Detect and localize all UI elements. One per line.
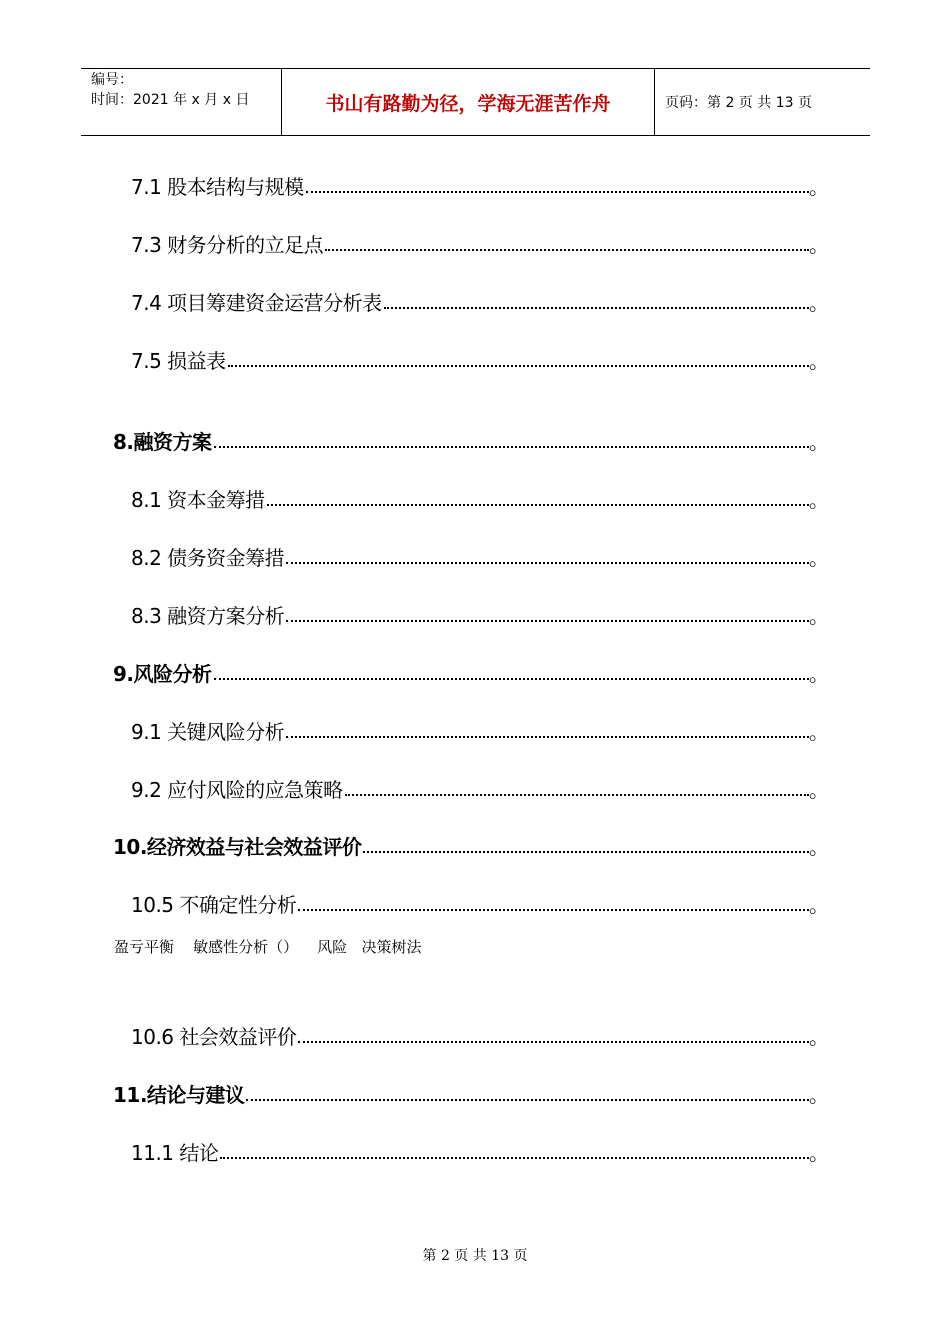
toc-leader-dots	[212, 661, 809, 687]
toc-leader-dots	[244, 1082, 809, 1108]
toc-entry-end: 。	[809, 291, 829, 315]
document-time-label: 时间：2021 年 x 月 x 日	[91, 92, 250, 108]
toc-leader-dots	[343, 777, 809, 803]
toc-entry-end: 。	[809, 430, 829, 454]
toc-entry-label: 8.3 融资方案分析	[131, 604, 285, 628]
toc-leader-dots	[361, 834, 809, 860]
toc-entry[interactable]	[131, 599, 827, 629]
header-divider-right	[654, 68, 655, 136]
toc-entry-label: 7.4 项目筹建资金运营分析表	[131, 291, 382, 315]
toc-leader-dots	[218, 1140, 809, 1166]
toc-entry-label: 7.1 股本结构与规模	[131, 175, 304, 199]
toc-entry-end: 。	[809, 604, 829, 628]
toc-chapter-label: 10.经济效益与社会效益评价	[113, 835, 362, 859]
toc-chapter[interactable]	[113, 830, 827, 860]
toc-entry-label: 10.5 不确定性分析	[131, 893, 297, 917]
toc-entry-label: 7.3 财务分析的立足点	[131, 233, 324, 257]
toc-entry-end: 。	[809, 546, 829, 570]
toc-entry-end: 。	[809, 233, 829, 257]
toc-entry-end: 。	[809, 1083, 829, 1107]
toc-leader-dots	[296, 1024, 809, 1050]
toc-entry-label: 7.5 损益表	[131, 349, 226, 373]
toc-leader-dots	[304, 174, 809, 200]
toc-chapter[interactable]	[113, 657, 827, 687]
toc-entry-end: 。	[809, 835, 829, 859]
toc-leader-dots	[382, 290, 809, 316]
toc-chapter-label: 9.风险分析	[113, 662, 212, 686]
toc-entry[interactable]	[131, 541, 827, 571]
toc-leader-dots	[284, 545, 809, 571]
toc-entry[interactable]	[131, 1020, 827, 1050]
toc-entry-end: 。	[809, 175, 829, 199]
toc-entry[interactable]	[131, 286, 827, 316]
toc-leader-dots	[265, 487, 809, 513]
toc-entry-label: 8.1 资本金筹措	[131, 488, 265, 512]
toc-chapter-label: 11.结论与建议	[113, 1083, 245, 1107]
toc-entry-label: 11.1 结论	[131, 1141, 219, 1165]
toc-entry-end: 。	[809, 1025, 829, 1049]
toc-leader-dots	[284, 719, 809, 745]
footer-page-number: 第 2 页 共 13 页	[422, 1248, 528, 1264]
toc-entry-label: 9.1 关键风险分析	[131, 720, 285, 744]
toc-entry[interactable]	[131, 1136, 827, 1166]
toc-leader-dots	[296, 892, 809, 918]
toc-chapter-label: 8.融资方案	[113, 430, 212, 454]
toc-entry-label: 10.6 社会效益评价	[131, 1025, 297, 1049]
document-number-label: 编号：	[91, 72, 133, 88]
page-footer	[0, 1246, 950, 1266]
header-bottom-rule	[81, 135, 870, 136]
toc-leader-dots	[284, 603, 809, 629]
toc-chapter[interactable]	[113, 1078, 827, 1108]
toc-entry-end: 。	[809, 778, 829, 802]
header-motto: 书山有路勤为径，学海无涯苦作舟	[325, 93, 611, 115]
header-page-info: 页码：第 2 页 共 13 页	[665, 95, 812, 111]
toc-entry[interactable]	[131, 715, 827, 745]
toc-entry[interactable]	[131, 888, 827, 918]
toc-leader-dots	[226, 348, 809, 374]
toc-chapter[interactable]	[113, 425, 827, 455]
toc-entry[interactable]	[131, 773, 827, 803]
toc-entry-end: 。	[809, 488, 829, 512]
toc-entry[interactable]	[131, 228, 827, 258]
toc-entry-end: 。	[809, 1141, 829, 1165]
toc-entry[interactable]	[131, 344, 827, 374]
toc-entry-end: 。	[809, 720, 829, 744]
toc-leader-dots	[212, 429, 809, 455]
toc-entry[interactable]	[131, 483, 827, 513]
toc-entry-end: 。	[809, 893, 829, 917]
toc-entry-end: 。	[809, 662, 829, 686]
toc-leader-dots	[323, 232, 809, 258]
toc-entry-label: 9.2 应付风险的应急策略	[131, 778, 343, 802]
toc-entry-label: 8.2 债务资金筹措	[131, 546, 285, 570]
toc-entry[interactable]	[131, 170, 827, 200]
header-top-rule	[81, 68, 870, 69]
analysis-methods-note: 盈亏平衡 敏感性分析（） 风险 决策树法	[114, 938, 422, 956]
toc-entry-end: 。	[809, 349, 829, 373]
